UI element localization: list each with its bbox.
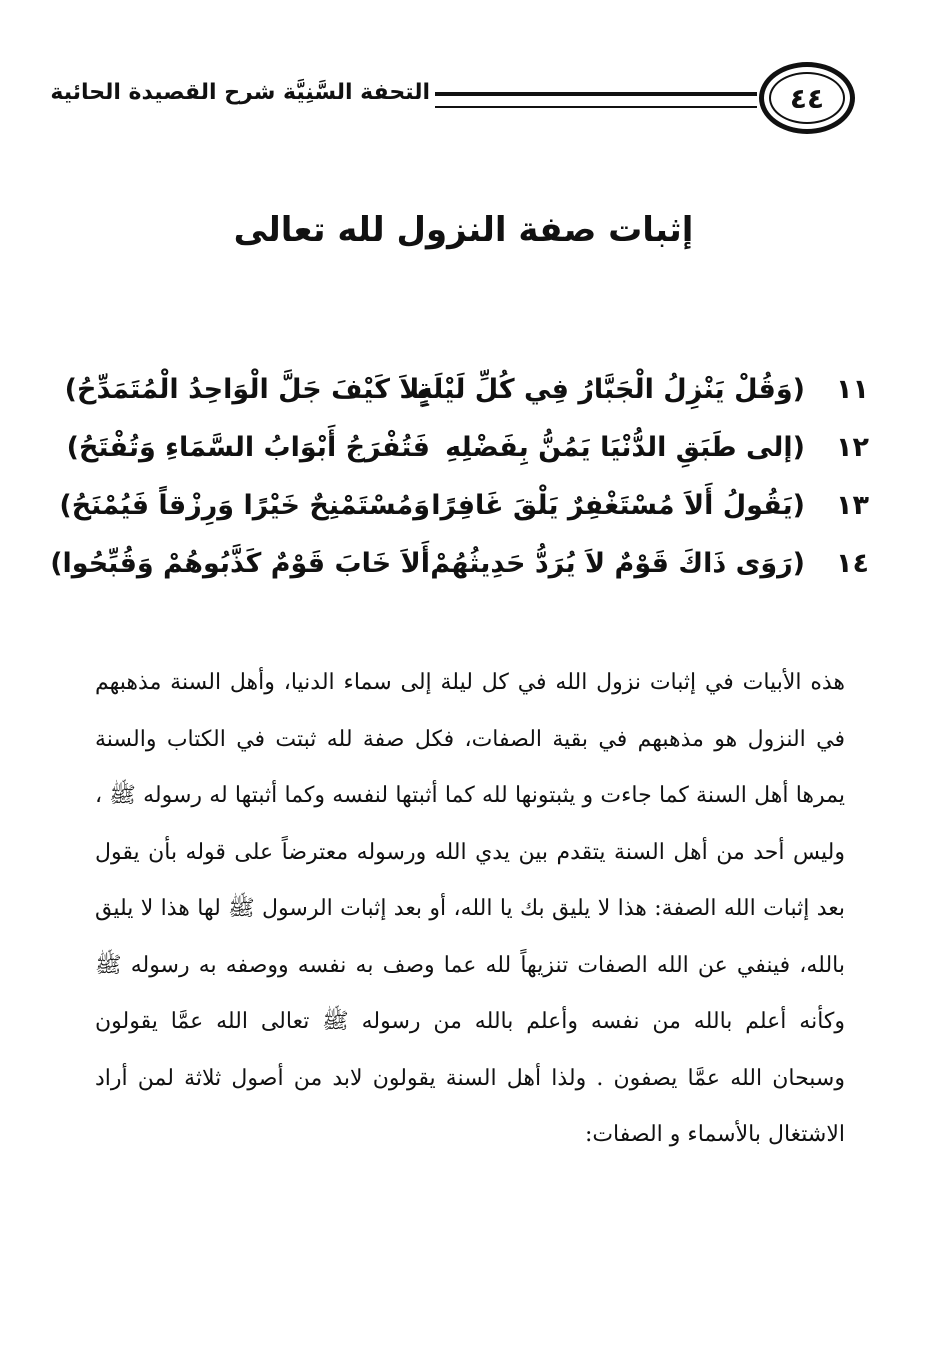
- verse-first-hemistich: (يَقُولُ أَلاَ مُسْتَغْفِرٌ يَلْقَ غَافِرًا: [431, 490, 805, 521]
- section-title: إثبات صفة النزول لله تعالى: [233, 210, 694, 250]
- verse-line: [60, 484, 880, 542]
- verse-first-hemistich: (إلى طَبَقِ الدُّنْيَا يَمُنُّ بِفَضْلِهِ: [445, 432, 805, 463]
- verse-second-hemistich: أَلاَ خَابَ قَوْمٌ كَذَّبُوهُمْ وَقُبِّحُوا): [50, 548, 430, 579]
- verse-line: [60, 426, 880, 484]
- verse-second-hemistich: فَتُفْرَجُ أَبْوَابُ السَّمَاءِ وَتُفْتَحُ): [66, 432, 430, 463]
- verse-line: [60, 368, 880, 426]
- book-title: التحفة السَّنِيَّة شرح القصيدة الحائية: [50, 80, 430, 105]
- page-number-badge: [759, 62, 855, 134]
- header-rule: [435, 92, 757, 108]
- page-number: ٤٤: [789, 81, 825, 115]
- verse-second-hemistich: بِلاَ كَيْفَ جَلَّ الْوَاحِدُ الْمُتَمَدِّحُ): [64, 374, 430, 405]
- commentary-paragraph: هذه الأبيات في إثبات نزول الله في كل ليلة إلى سماء الدنيا، وأهل السنة مذهبهم في النزول هو مذهبهم في بقية الصفات، فكل صفة لله ثبتت في الكتاب والسنة يمرها أهل السنة كما جاءت و يثبتونها لله كما أثبتها لنفسه وكما أثبتها له رسوله ﷺ ، وليس أحد من أهل السنة يتقدم بين يدي الله ورسوله معترضاً على قوله بأن يقول بعد إثبات الله الصفة: هذا لا يليق بك يا الله، أو بعد إثبات الرسول ﷺ لها هذا لا يليق بالله، فينفي عن الله الصفات تنزيهاً لله عما وصف به نفسه ووصفه به رسوله ﷺ وكأنه أعلم بالله من نفسه وأعلم بالله من رسوله ﷺ تعالى الله عمَّا يقولون وسبحان الله عمَّا يصفون . ولذا أهل السنة يقولون لابد من أصول ثلاثة لمن أراد الاشتغال بالأسماء و الصفات:: [95, 670, 845, 1147]
- poem-verses: [50, 368, 880, 600]
- verse-number: ١٣: [836, 490, 869, 521]
- verse-number: ١٤: [836, 548, 869, 579]
- page-header: [50, 62, 855, 142]
- verse-number: ١٢: [836, 432, 869, 463]
- verse-line: [50, 542, 880, 600]
- verse-second-hemistich: وَمُسْتَمْنِحٌ خَيْرًا وَرِزْقاً فَيُمْنَحُ): [59, 490, 430, 521]
- verse-first-hemistich: (وَقُلْ يَنْزِلُ الْجَبَّارُ فِي كُلِّ لَيْلَةٍ: [416, 374, 805, 405]
- verse-first-hemistich: (رَوَى ذَاكَ قَوْمٌ لاَ يُرَدُّ حَدِيثُهُمْ: [430, 548, 805, 579]
- verse-number: ١١: [836, 374, 869, 405]
